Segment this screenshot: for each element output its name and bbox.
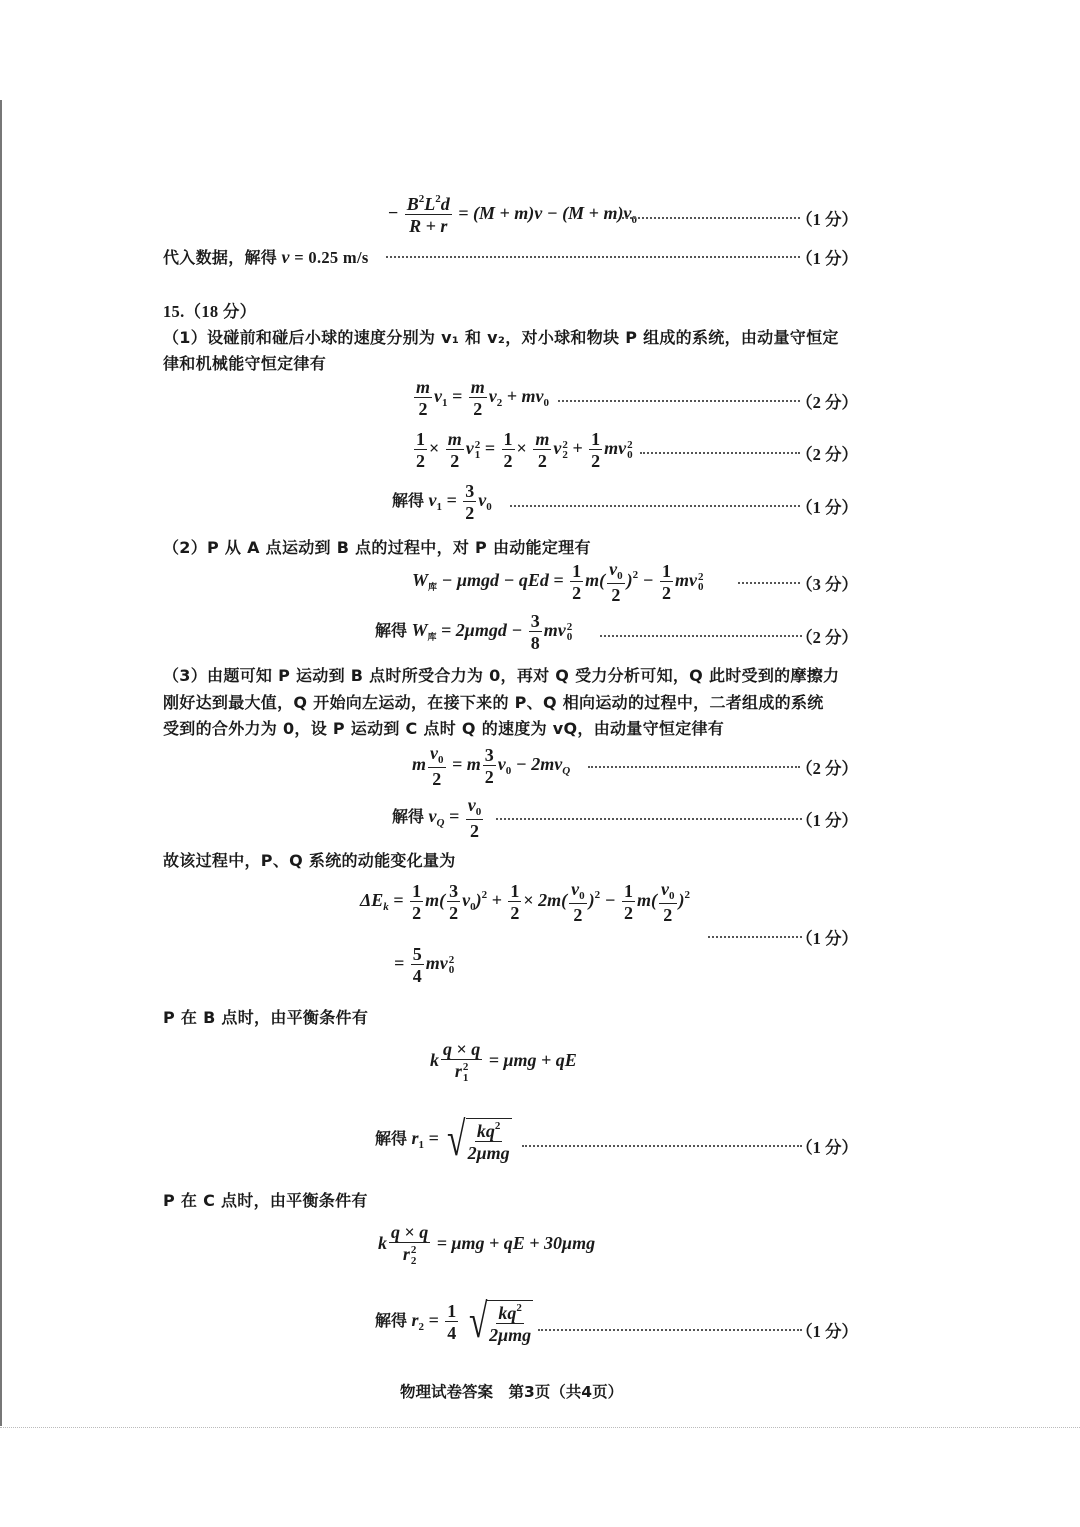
- part1-intro-line1: （1）设碰前和碰后小球的速度分别为 v₁ 和 v₂，对小球和物块 P 组成的系统，由动量守恒定: [163, 328, 839, 347]
- energy-change-intro: 故该过程中，P、Q 系统的动能变化量为: [163, 851, 456, 870]
- score-label: （1 分）: [796, 811, 858, 830]
- part2-result: 解得 $W_库 = 2\mu mgd$ − $\frac{3}{8}$ mv 2 0: [375, 611, 573, 653]
- part3-vq-result: 解得 $v_Q$ = $\frac{v_0}{2}$: [392, 795, 482, 841]
- score-label: （2 分）: [796, 628, 858, 647]
- leader-dots: [496, 818, 802, 820]
- leader-dots: [588, 766, 800, 768]
- part3-intro-line2: 刚好达到最大值，Q 开始向左运动，在接下来的 P、Q 相向运动的过程中，二者组成的系统: [163, 693, 824, 712]
- leader-dots: [558, 400, 800, 402]
- part1-momentum-equation: $\frac{m}{2}$ $v_1$ = $\frac{m}{2}$ $v_2 + mv_0$: [416, 377, 550, 419]
- part1-intro-line2: 律和机械能守恒定律有: [163, 354, 327, 373]
- score-label: （1 分）: [796, 498, 858, 517]
- part2-work-energy-equation: $W_库 - \mu mgd$ − qEd = $\frac{1}{2}$ m( $\frac{v_0}{2}$ )$^2$ − $\frac{1}{2}$ mv 2 0: [412, 559, 704, 605]
- page-left-border: [0, 100, 2, 1426]
- q14-result-line: 代入数据，解得 v = 0.25 m/s: [163, 247, 369, 267]
- page-footer: 物理试卷答案 第3页（共4页）: [400, 1383, 624, 1401]
- point-c-intro: P 在 C 点时，由平衡条件有: [163, 1191, 368, 1210]
- leader-dots: [538, 1329, 802, 1331]
- score-label: （1 分）: [796, 210, 858, 229]
- point-b-equilibrium-equation: k q × q r 2 1 = μmg + qE: [430, 1039, 577, 1084]
- score-label: （1 分）: [796, 1138, 858, 1157]
- leader-dots: [622, 217, 800, 219]
- part3-intro-line1: （3）由题可知 P 运动到 B 点时所受合力为 0，再对 Q 受力分析可知，Q 此时受到的摩擦力: [163, 666, 840, 685]
- q14-momentum-equation: − $\frac{B^2L^2d}{R + r}$ = $(M + m)v - (M + m)v_0$: [388, 193, 637, 236]
- score-label: （2 分）: [796, 759, 858, 778]
- page-bottom-border: [0, 1427, 1080, 1428]
- score-label: （1 分）: [796, 1322, 858, 1341]
- part2-intro: （2）P 从 A 点运动到 B 点的过程中，对 P 由动能定理有: [163, 538, 591, 557]
- leader-dots: [522, 1145, 802, 1147]
- leader-dots: [600, 635, 802, 637]
- score-label: （3 分）: [796, 575, 858, 594]
- point-c-equilibrium-equation: k q × q r 2 2 = μmg + qE + 30μmg: [378, 1222, 596, 1267]
- score-label: （1 分）: [796, 249, 858, 268]
- leader-dots: [640, 452, 800, 454]
- point-c-result: 解得 $r_2$ = $\frac{1}{4}$ √ $\frac{kq^2}{\text{2μmg}}$: [375, 1295, 532, 1348]
- part1-energy-equation: $\frac{1}{2}$ × $\frac{m}{2}$ v 2 1 = $\frac{1}{2}$ × $\frac{m}{2}$ v 2 2 + $\frac{1}{2}$ mv 2 0: [416, 429, 633, 471]
- score-label: （1 分）: [796, 929, 858, 948]
- kinetic-energy-change-equation: $\Delta E_k$ = $\frac{1}{2}$ m( $\frac{3}{2}$ $v_0)^2$ + $\frac{1}{2}$ × 2m( $\frac{v_0}{2}$ )$^2$ − $\frac{1}{2}$ m( $\frac{v_0}{2}$ )$^2$: [360, 879, 691, 925]
- leader-dots: [708, 936, 802, 938]
- leader-dots: [386, 256, 800, 258]
- part3-momentum-equation: m $\frac{v_0}{2}$ = m $\frac{3}{2}$ $v_0 - 2mv_Q$: [412, 743, 571, 789]
- leader-dots: [738, 582, 800, 584]
- score-label: （2 分）: [796, 393, 858, 412]
- part3-intro-line3: 受到的合外力为 0，设 P 运动到 C 点时 Q 的速度为 vQ，由动量守恒定律有: [163, 719, 725, 738]
- point-b-result: 解得 $r_1$ = √ $\frac{kq^2}{\text{2μmg}}$: [375, 1113, 510, 1166]
- point-b-intro: P 在 B 点时，由平衡条件有: [163, 1008, 369, 1027]
- score-label: （2 分）: [796, 445, 858, 464]
- part1-result: 解得 $v_1$ = $\frac{3}{2}$ $v_0$: [392, 481, 492, 523]
- kinetic-energy-change-result: = $\frac{5}{4}$ mv 2 0: [394, 944, 455, 986]
- question-heading: 15.（18 分）: [163, 302, 257, 321]
- leader-dots: [510, 505, 800, 507]
